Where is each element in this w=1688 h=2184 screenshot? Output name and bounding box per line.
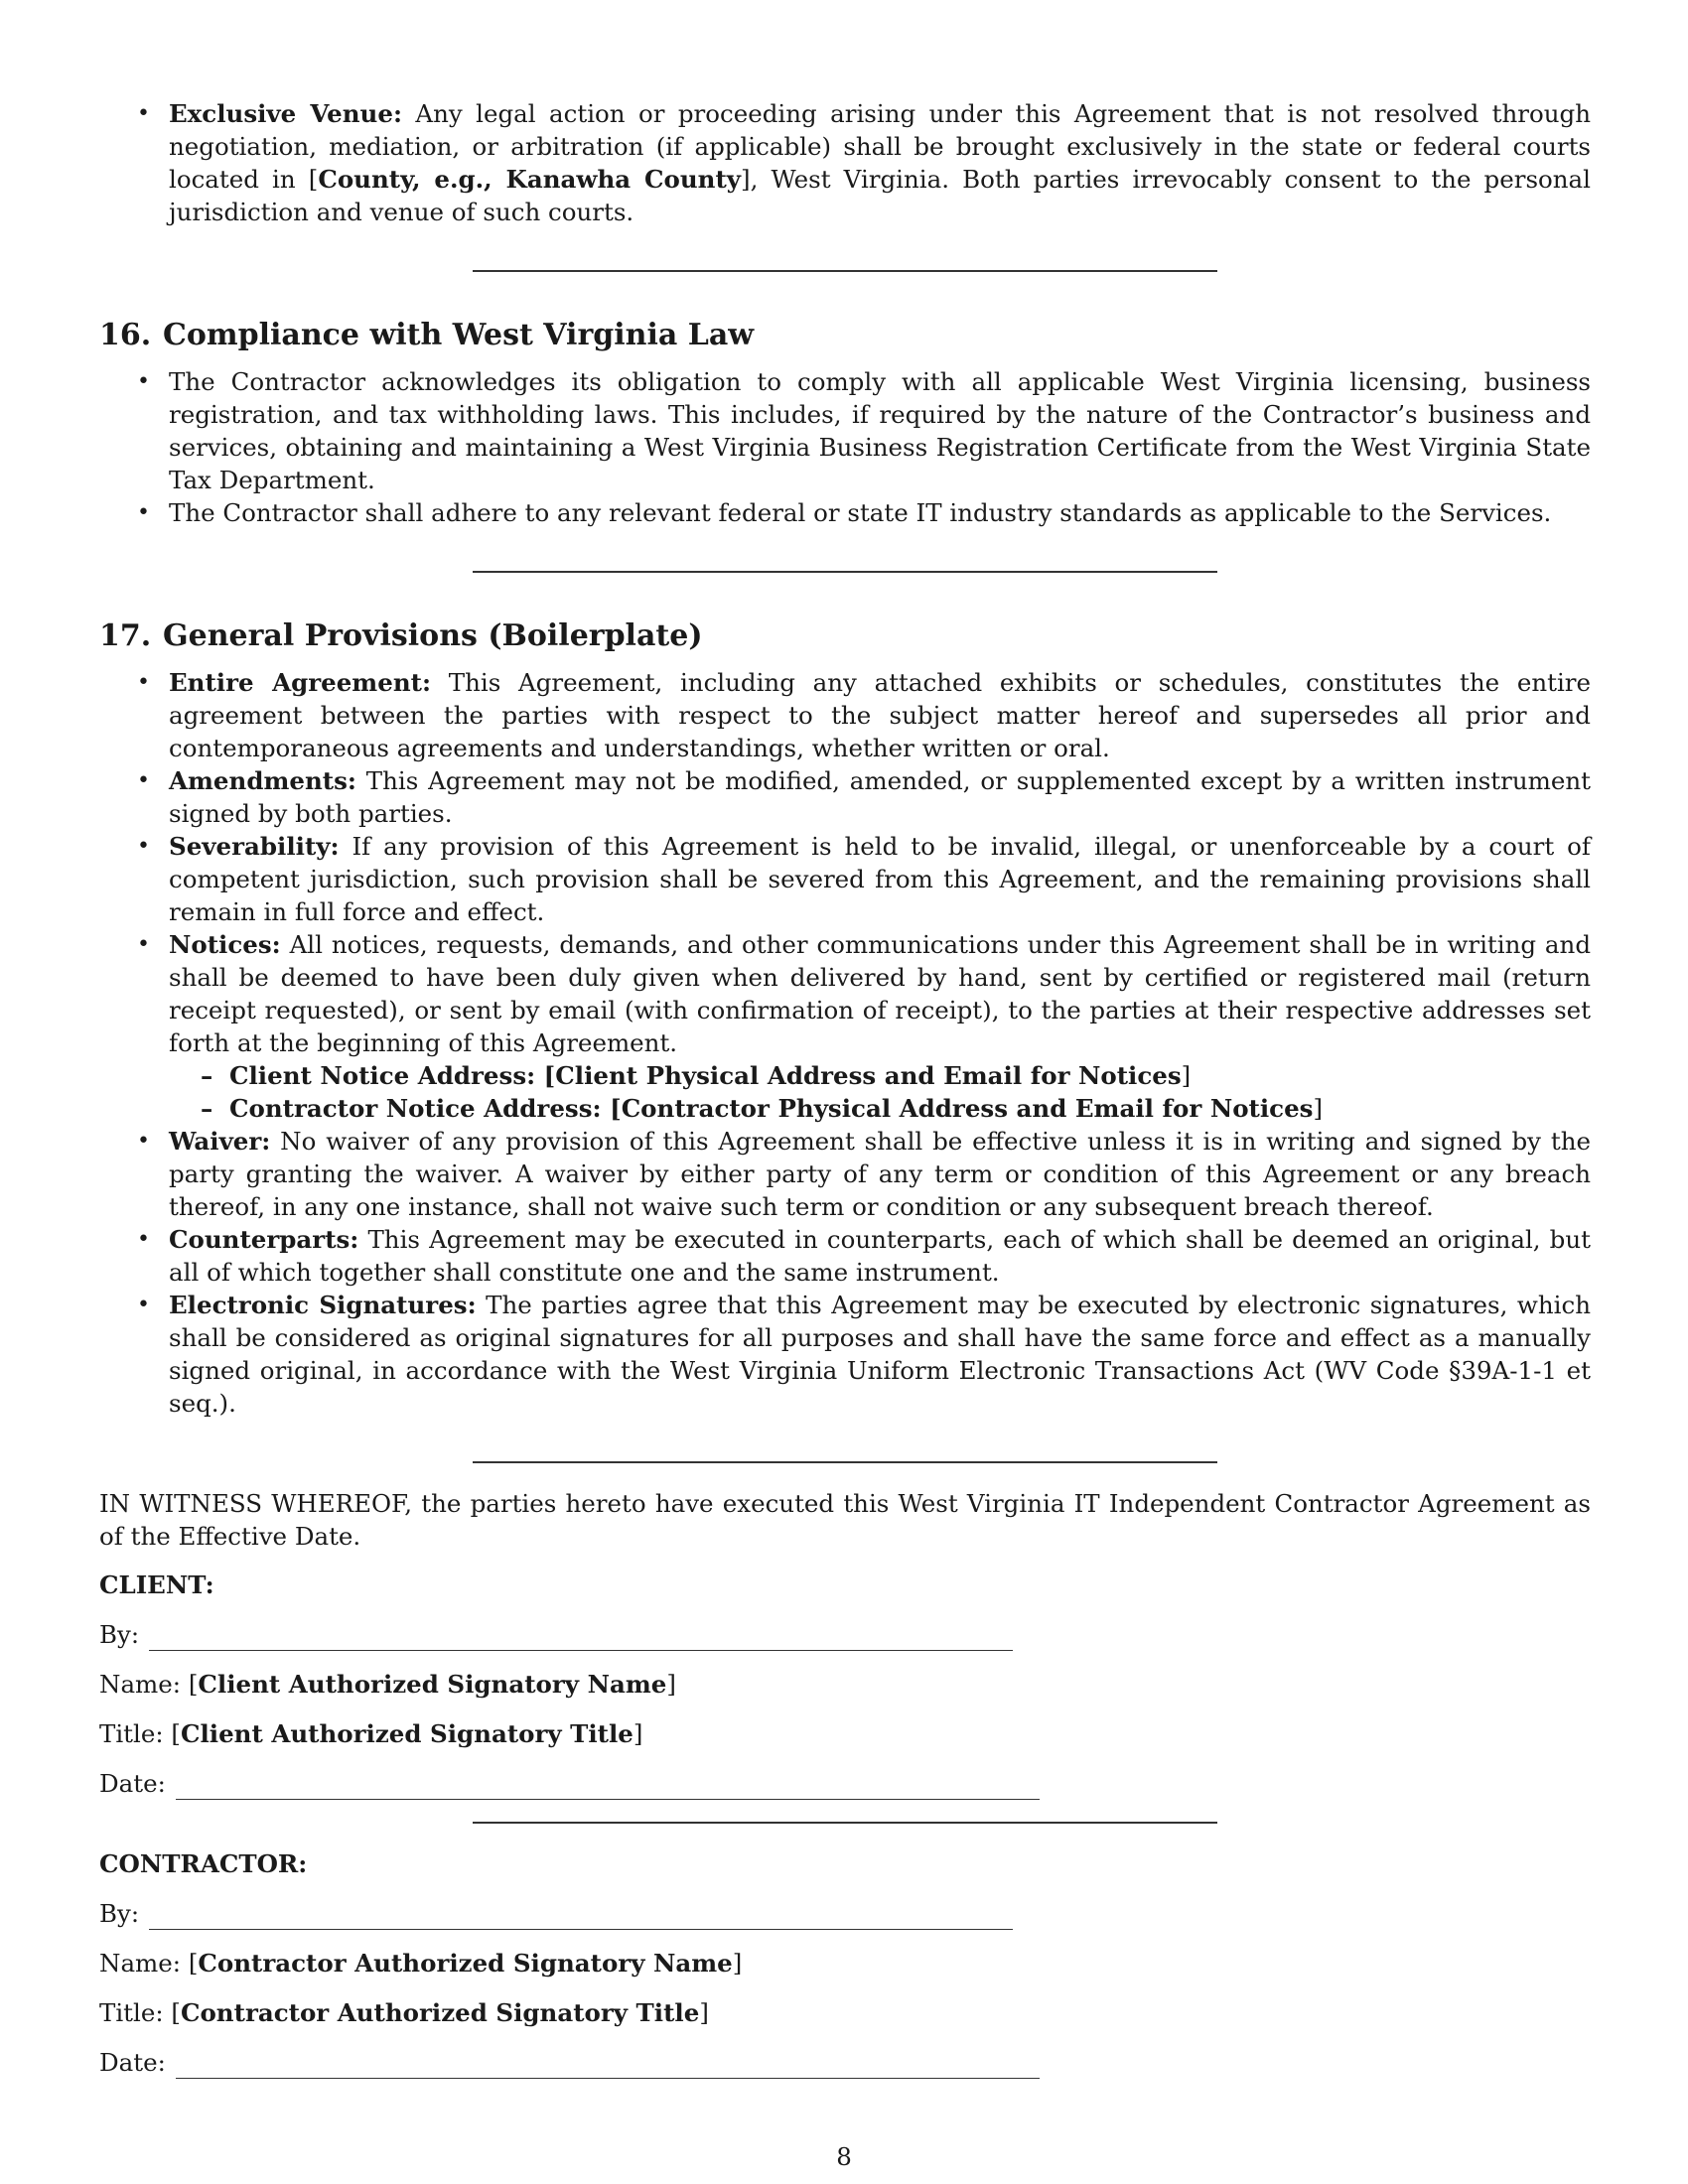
bracket-close: ] — [732, 1949, 743, 1978]
exclusive-venue-item — [99, 97, 1591, 228]
client-heading: CLIENT: — [99, 1570, 214, 1599]
venue-list — [99, 97, 1591, 228]
notice-address-value: Contractor Physical Address and Email for Notices — [621, 1094, 1314, 1123]
title-label: Title: [ — [99, 1998, 181, 2027]
item-label: Waiver: — [169, 1127, 271, 1156]
notice-address-value: Client Physical Address and Email for Notices — [555, 1061, 1182, 1090]
item-text: All notices, requests, demands, and other communications under this Agreement shall be in writing and shall be deemed to have been duly given when delivered by hand, sent by certified or registered mail (return receipt requested), or sent by email (with confirmation of receipt), to the parties at their respective addresses set forth at the beginning of this Agreement. — [169, 930, 1591, 1057]
contractor-name-row — [99, 1947, 1591, 1979]
item-label: Amendments: — [169, 766, 356, 795]
client-date-line[interactable] — [176, 1775, 1040, 1800]
by-label: By: — [99, 1899, 140, 1928]
contractor-signatory-title: Contractor Authorized Signatory Title — [180, 1998, 700, 2027]
section-17-number: 17. — [99, 618, 152, 653]
list-item: • The Contractor acknowledges its obligation to comply with all applicable West Virginia licensing, business registration, and tax withholding laws. This includes, if required by the nature of the Contractor’s business and services, obtaining and maintaining a West Virginia Business Registration Certificate from the West Virginia State Tax Department. — [99, 365, 1591, 496]
item-label: Electronic Signatures: — [169, 1291, 477, 1319]
item-label: Entire Agreement: — [169, 668, 431, 697]
client-notice-address — [169, 1059, 1591, 1092]
client-title-row — [99, 1717, 1591, 1750]
exclusive-venue-label: Exclusive Venue: — [169, 99, 403, 128]
county-placeholder: County, e.g., Kanawha County — [318, 165, 742, 194]
bracket-close: ] — [699, 1998, 709, 2027]
contractor-date-row — [99, 2046, 1591, 2079]
by-label: By: — [99, 1620, 140, 1649]
item-text: The parties agree that this Agreement may be executed by electronic signatures, which shall be considered as original signatures for all purposes and shall have the same force and effect as a manually signed original, in accordance with the West Virginia Uniform Electronic Transactions Act (WV Code §39A-1-1 et seq.). — [169, 1291, 1592, 1418]
client-name-row — [99, 1668, 1591, 1701]
client-signature-line[interactable] — [149, 1626, 1013, 1651]
notice-address-label: Client Notice Address: [ — [229, 1061, 556, 1090]
item-text: If any provision of this Agreement is held to be invalid, illegal, or unenforceable by a court of competent jurisdiction, such provision shall be severed from this Agreement, and the remaining provisions shall remain in full force and effect. — [169, 832, 1591, 926]
contractor-by-row — [99, 1897, 1591, 1930]
notice-address-label: Contractor Notice Address: [ — [229, 1094, 622, 1123]
section-16-heading — [99, 316, 1591, 355]
notice-address-list — [169, 1059, 1591, 1125]
exclusive-venue-text: Any legal action or proceeding arising under this Agreement that is not resolved through negotiation, mediation, or arbitration (if applicable) shall be brought exclusively in the state or federal courts located in [ — [169, 99, 1591, 194]
contractor-notice-address — [169, 1092, 1591, 1125]
client-by-row — [99, 1618, 1591, 1651]
section-16-number: 16. — [99, 318, 152, 352]
item-label: Counterparts: — [169, 1225, 359, 1254]
name-label: Name: [ — [99, 1949, 199, 1978]
section-divider — [473, 571, 1217, 573]
page-number: 8 — [836, 2142, 852, 2171]
document-page — [99, 97, 1591, 2079]
list-item — [99, 1223, 1591, 1289]
client-signatory-title: Client Authorized Signatory Title — [180, 1719, 633, 1748]
section-17-heading — [99, 616, 1591, 656]
witness-paragraph: IN WITNESS WHEREOF, the parties hereto have executed this West Virginia IT Independent Contractor Agreement as of the Effective Date. — [99, 1489, 1591, 1551]
section-16-title: Compliance with West Virginia Law — [163, 318, 755, 352]
list-item — [99, 830, 1591, 928]
section-divider — [473, 1822, 1217, 1824]
exclusive-venue-text-end: ], West Virginia. Both parties irrevocably consent to the personal jurisdiction and venue of such courts. — [169, 165, 1591, 226]
bracket-close: ] — [1313, 1094, 1324, 1123]
item-text: This Agreement may not be modified, amended, or supplemented except by a written instrument signed by both parties. — [169, 766, 1591, 828]
name-label: Name: [ — [99, 1670, 199, 1699]
bracket-close: ] — [666, 1670, 676, 1699]
list-item: • The Contractor shall adhere to any relevant federal or state IT industry standards as applicable to the Services. — [99, 496, 1591, 529]
item-label: Notices: — [169, 930, 281, 959]
list-item — [99, 928, 1591, 1125]
item-text: No waiver of any provision of this Agreement shall be effective unless it is in writing and signed by the party granting the waiver. A waiver by either party of any term or condition of this Agreement or any breach thereof, in any one instance, shall not waive such term or condition or any subsequent breach thereof. — [169, 1127, 1591, 1221]
section-divider — [473, 1461, 1217, 1463]
contractor-date-line[interactable] — [176, 2054, 1040, 2079]
list-item — [99, 1125, 1591, 1223]
bracket-close: ] — [633, 1719, 643, 1748]
section-divider — [473, 270, 1217, 272]
date-label: Date: — [99, 2048, 166, 2077]
item-text: This Agreement, including any attached exhibits or schedules, constitutes the entire agreement between the parties with respect to the subject matter hereof and supersedes all prior and contemporaneous agreements and understandings, whether written or oral. — [169, 668, 1591, 762]
client-date-row — [99, 1767, 1591, 1800]
contractor-heading: CONTRACTOR: — [99, 1849, 308, 1878]
item-text: This Agreement may be executed in counterparts, each of which shall be deemed an original, but all of which together shall constitute one and the same instrument. — [169, 1225, 1591, 1287]
item-label: Severability: — [169, 832, 340, 861]
contractor-signature-line[interactable] — [149, 1905, 1013, 1930]
client-signatory-name: Client Authorized Signatory Name — [198, 1670, 667, 1699]
title-label: Title: [ — [99, 1719, 181, 1748]
section-16-list — [99, 365, 1591, 529]
list-item — [99, 1289, 1591, 1420]
bracket-close: ] — [1181, 1061, 1192, 1090]
section-17-title: General Provisions (Boilerplate) — [163, 618, 703, 653]
list-item — [99, 764, 1591, 830]
list-item — [99, 666, 1591, 764]
contractor-title-row — [99, 1996, 1591, 2029]
date-label: Date: — [99, 1769, 166, 1798]
section-17-list — [99, 666, 1591, 1420]
contractor-signatory-name: Contractor Authorized Signatory Name — [198, 1949, 733, 1978]
